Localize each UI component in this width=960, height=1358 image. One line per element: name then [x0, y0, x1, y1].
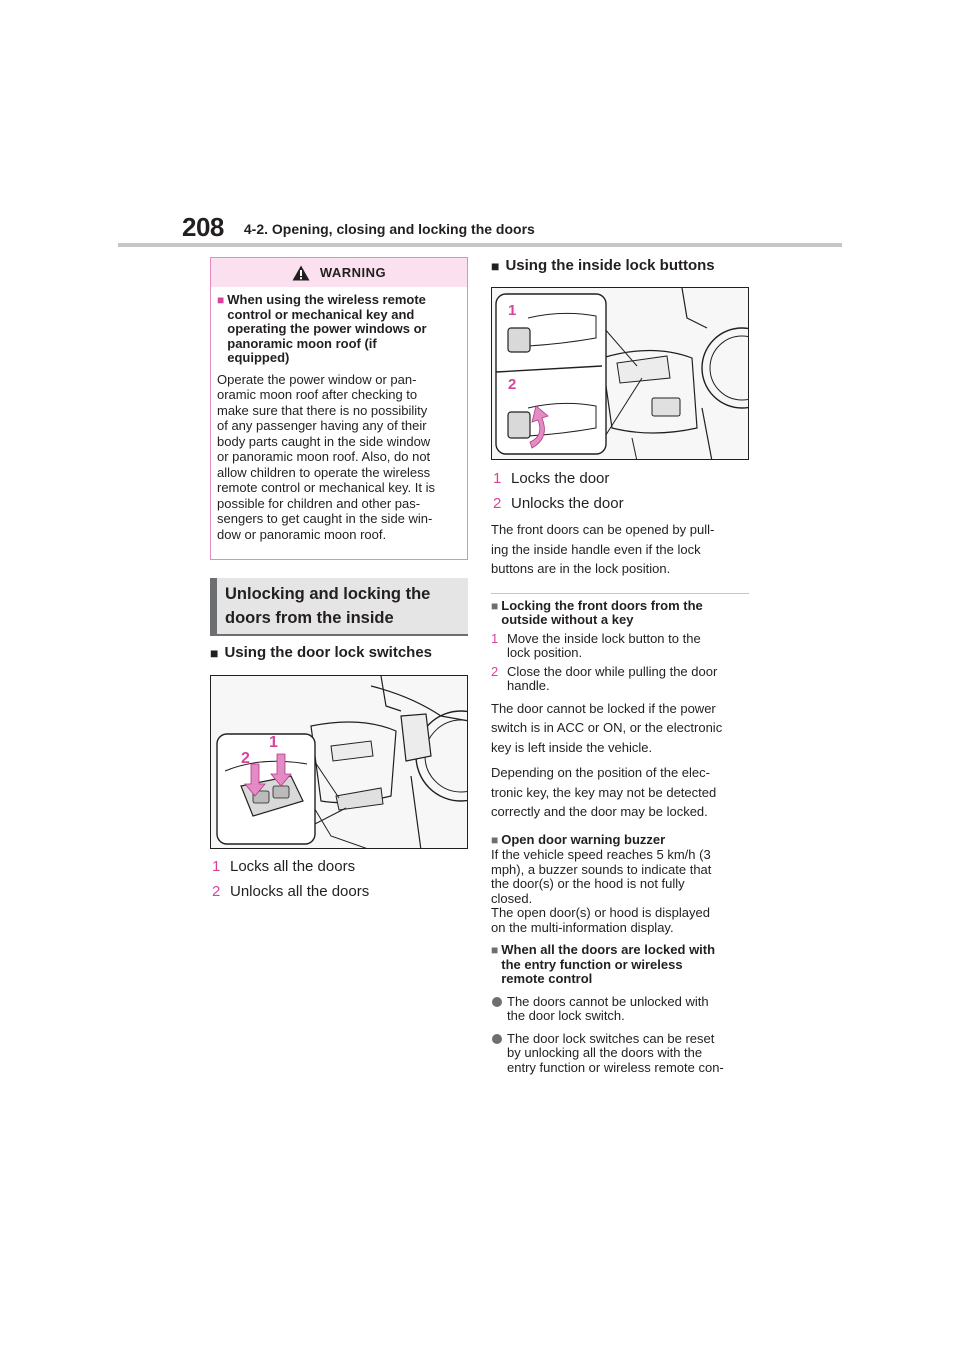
- header-rule: [118, 243, 842, 247]
- divider: [491, 593, 749, 594]
- square-bullet-icon: ■: [210, 644, 219, 661]
- text-line: Move the inside lock button to the: [507, 630, 701, 646]
- square-bullet-icon: ■: [491, 943, 499, 957]
- list-item: [210, 879, 468, 904]
- circle-bullet-icon: [492, 1034, 502, 1044]
- warning-body: [211, 287, 467, 542]
- text-line: make sure that there is no possibility: [217, 402, 428, 418]
- note-heading-all-doors-locked: [491, 943, 751, 987]
- text-line: equipped): [227, 350, 290, 365]
- open-door-buzzer-text: [491, 848, 751, 935]
- subheading-text: Using the inside lock buttons: [505, 257, 715, 274]
- text-line: Operate the power window or pan-: [217, 371, 417, 387]
- subheading-door-lock-switches: [210, 644, 468, 661]
- text-line: correctly and the door may be locked.: [491, 804, 708, 819]
- text-line: Close the door while pulling the door: [507, 663, 718, 679]
- step-number: 2: [491, 663, 499, 679]
- text-line: buttons are in the lock position.: [491, 561, 671, 576]
- inside-lock-button-illustration: [491, 287, 749, 460]
- item-text: Locks all the doors: [230, 858, 356, 875]
- text-line: sengers to get caught in the side win-: [217, 511, 433, 526]
- text-line: of any passenger having any of their: [217, 418, 427, 433]
- text-line: allow children to operate the wireless: [217, 464, 431, 480]
- text-line: handle.: [507, 678, 550, 693]
- text-line: body parts caught in the side window: [217, 433, 431, 449]
- text-line: mph), a buzzer sounds to indicate that: [491, 861, 712, 877]
- warning-text: [217, 372, 463, 543]
- text-line: oramic moon roof after checking to: [217, 387, 418, 402]
- text-line: closed.: [491, 890, 533, 906]
- text-line: panoramic moon roof (if: [227, 335, 377, 351]
- text-line: the door lock switch.: [507, 1008, 625, 1023]
- text-line: The door lock switches can be reset: [507, 1030, 715, 1046]
- callout-1: 1: [269, 734, 278, 751]
- text-line: dow or panoramic moon roof.: [217, 526, 387, 542]
- square-bullet-icon: ■: [491, 598, 499, 613]
- text-line: remote control: [501, 971, 593, 986]
- text-line: If the vehicle speed reaches 5 km/h (3: [491, 847, 711, 862]
- item-number: 1: [212, 858, 221, 875]
- text-line: or panoramic moon roof. Also, do not: [217, 449, 431, 464]
- text-line: entry function or wireless remote con-: [507, 1059, 724, 1075]
- text-line: Locking the front doors from the: [501, 597, 703, 613]
- item-text: Locks the door: [511, 470, 610, 487]
- text-line: possible for children and other pas-: [217, 495, 421, 511]
- list-item: [491, 466, 751, 491]
- left-column: [210, 257, 468, 904]
- warning-box: [210, 257, 468, 560]
- callout-1: 1: [508, 302, 517, 319]
- text-line: by unlocking all the doors with the: [507, 1045, 703, 1060]
- note-heading-open-door-buzzer: [491, 833, 751, 848]
- section-heading-line: doors from the inside: [225, 609, 394, 627]
- text-line: the entry function or wireless: [501, 956, 683, 972]
- callout-2: 2: [241, 750, 250, 767]
- text-line: switch is in ACC or ON, or the electronic: [491, 720, 723, 735]
- item-number: 2: [212, 883, 221, 900]
- text-line: When using the wireless remote: [227, 292, 426, 307]
- text-line: tronic key, the key may not be detected: [491, 784, 717, 800]
- list-item: [491, 491, 751, 516]
- text-line: The door cannot be locked if the power: [491, 700, 716, 716]
- warning-icon: [292, 265, 310, 281]
- text-line: outside without a key: [501, 612, 634, 627]
- item-number: 1: [493, 470, 502, 487]
- text-line: operating the power windows or: [227, 321, 427, 336]
- inside-lock-button-list: [491, 466, 751, 516]
- paragraph: [491, 763, 751, 822]
- note-heading-locking-without-key: [491, 599, 751, 628]
- bullet-item: [491, 995, 751, 1024]
- text-line: Open door warning buzzer: [501, 831, 666, 847]
- page-number: 208: [182, 211, 224, 242]
- item-text: Unlocks all the doors: [230, 883, 370, 900]
- text-line: ing the inside handle even if the lock: [491, 541, 701, 557]
- subheading-inside-lock-buttons: [491, 257, 751, 274]
- right-column: [491, 257, 751, 1075]
- circle-bullet-icon: [492, 997, 502, 1007]
- text-line: The doors cannot be unlocked with: [507, 993, 709, 1009]
- step-item: [491, 665, 751, 694]
- bullet-item: [491, 1032, 751, 1076]
- warning-header: [211, 258, 467, 287]
- warning-title: WARNING: [319, 265, 387, 280]
- warning-subheading: [217, 293, 463, 366]
- paragraph: [491, 699, 751, 758]
- list-item: [210, 854, 468, 879]
- subheading-text: Using the door lock switches: [224, 644, 433, 661]
- step-item: [491, 632, 751, 661]
- door-lock-switch-illustration: [210, 675, 468, 849]
- section-title: 4-2. Opening, closing and locking the doors: [243, 221, 535, 237]
- section-heading-line: Unlocking and locking the: [225, 585, 431, 603]
- door-handle-drawing: [492, 288, 749, 460]
- page-header: [182, 212, 535, 242]
- text-line: When all the doors are locked with: [501, 942, 716, 957]
- text-line: the door(s) or the hood is not fully: [491, 876, 685, 891]
- square-bullet-icon: ■: [217, 293, 225, 307]
- door-lock-switch-list: [210, 854, 468, 904]
- inside-lock-note: [491, 520, 751, 579]
- text-line: key is left inside the vehicle.: [491, 739, 653, 755]
- item-number: 2: [493, 495, 502, 512]
- text-line: Depending on the position of the elec-: [491, 765, 710, 780]
- text-line: The open door(s) or hood is displayed: [491, 905, 710, 920]
- text-line: remote control or mechanical key. It is: [217, 480, 435, 495]
- section-heading: [210, 578, 468, 634]
- callout-2: 2: [508, 376, 517, 393]
- square-bullet-icon: ■: [491, 257, 500, 274]
- square-bullet-icon: ■: [491, 832, 499, 847]
- text-line: lock position.: [507, 645, 583, 660]
- text-line: on the multi-information display.: [491, 919, 674, 935]
- step-number: 1: [491, 630, 499, 646]
- item-text: Unlocks the door: [511, 495, 624, 512]
- text-line: control or mechanical key and: [227, 306, 415, 322]
- text-line: The front doors can be opened by pull-: [491, 522, 715, 537]
